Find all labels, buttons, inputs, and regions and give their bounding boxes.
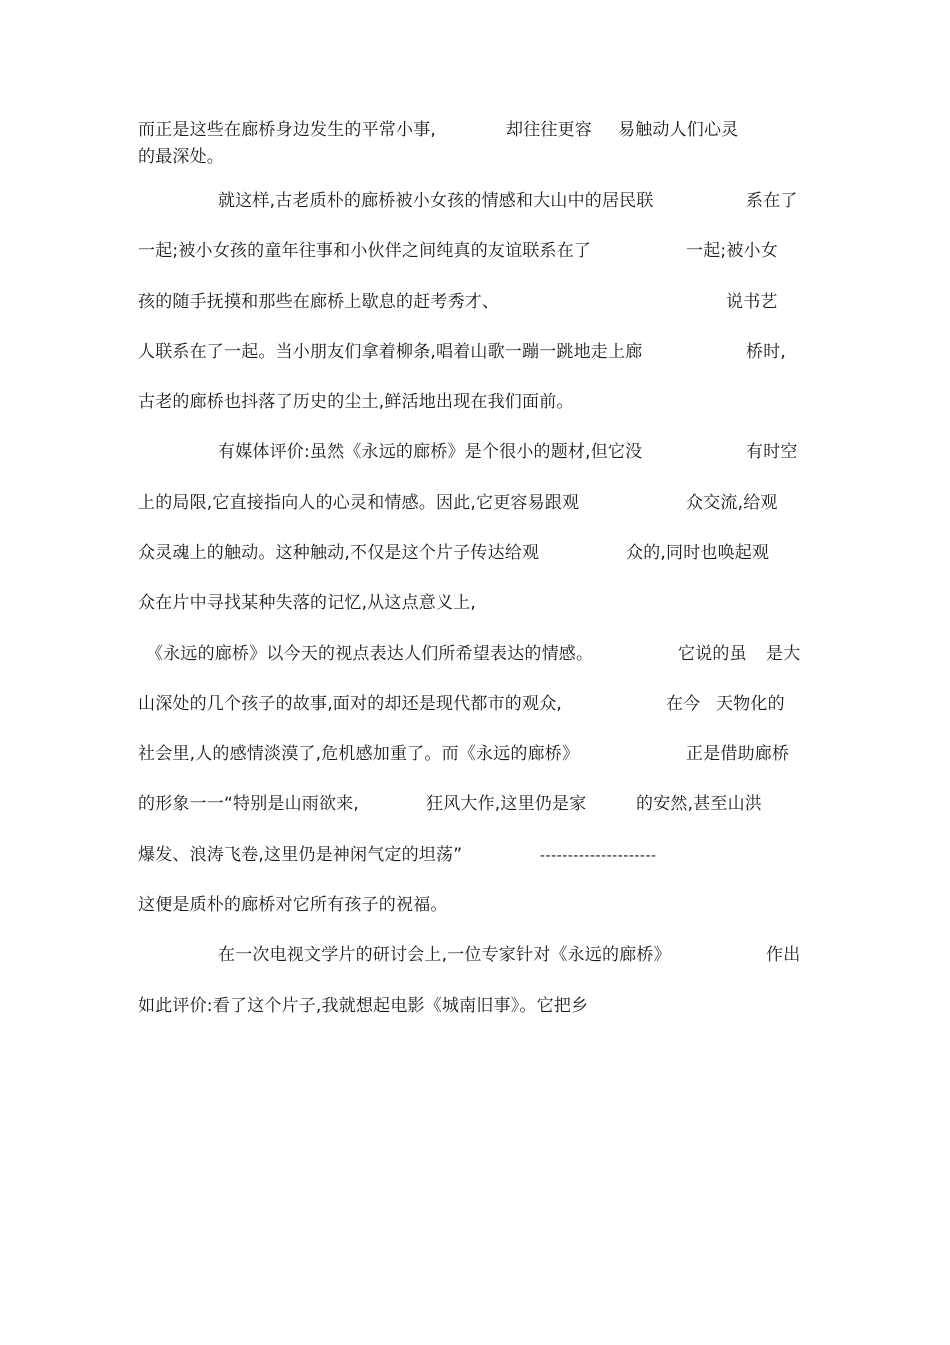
text-line: 在一次电视文学片的研讨会上,一位专家针对《永远的廊桥》 <box>218 945 671 965</box>
text-line: 一起;被小女 <box>686 241 778 261</box>
text-line: 爆发、浪涛飞卷,这里仍是神闲气定的坦荡” <box>138 845 463 865</box>
text-line: 众灵魂上的触动。这种触动,不仅是这个片子传达给观 <box>138 543 540 563</box>
text-line: 的最深处。 <box>138 147 224 167</box>
text-line: 易触动人们心灵 <box>618 120 739 140</box>
text-line: 它说的虽 <box>678 644 747 664</box>
text-line: 系在了 <box>746 191 798 211</box>
text-line: 如此评价:看了这个片子,我就想起电影《城南旧事》。它把乡 <box>138 996 589 1016</box>
text-line: 众的,同时也唤起观 <box>626 543 770 563</box>
text-line: 众在片中寻找某种失落的记忆,从这点意义上, <box>138 593 477 613</box>
text-line: 桥时, <box>746 342 787 362</box>
text-line: 正是借助廊桥 <box>686 744 790 764</box>
text-line: 天物化的 <box>716 694 785 714</box>
text-line: 山深处的几个孩子的故事,面对的却还是现代都市的观众, <box>138 694 563 714</box>
text-line: 众交流,给观 <box>686 493 778 513</box>
text-line: 有时空 <box>746 442 798 462</box>
text-line: 的形象一一“特别是山雨欲来, <box>138 794 360 814</box>
text-line: 一起;被小女孩的童年往事和小伙伴之间纯真的友谊联系在了 <box>138 241 592 261</box>
dash-separator: --------------------- <box>540 848 657 864</box>
text-line: 在今 <box>666 694 701 714</box>
text-line: 狂风大作,这里仍是家 <box>426 794 587 814</box>
text-line: 而正是这些在廊桥身边发生的平常小事, <box>138 120 437 140</box>
text-line: 的安然,甚至山洪 <box>636 794 763 814</box>
text-line: 《永远的廊桥》以今天的视点表达人们所希望表达的情感。 <box>146 644 594 664</box>
text-line: 这便是质朴的廊桥对它所有孩子的祝福。 <box>138 895 448 915</box>
text-line: 是大 <box>766 644 801 664</box>
text-line: 作出 <box>766 945 801 965</box>
text-line: 古老的廊桥也抖落了历史的尘土,鲜活地出现在我们面前。 <box>138 392 574 412</box>
text-line: 却往往更容 <box>506 120 592 140</box>
text-line: 上的局限,它直接指向人的心灵和情感。因此,它更容易跟观 <box>138 493 580 513</box>
text-line: 人联系在了一起。当小朋友们拿着柳条,唱着山歌一蹦一跳地走上廊 <box>138 342 643 362</box>
text-line: 孩的随手抚摸和那些在廊桥上歇息的赶考秀才、 <box>138 292 500 312</box>
text-line: 就这样,古老质朴的廊桥被小女孩的情感和大山中的居民联 <box>218 191 654 211</box>
text-line: 有媒体评价:虽然《永远的廊桥》是个很小的题材,但它没 <box>218 442 643 462</box>
text-line: 社会里,人的感情淡漠了,危机感加重了。而《永远的廊桥》 <box>138 744 580 764</box>
text-line: 说书艺 <box>726 292 778 312</box>
